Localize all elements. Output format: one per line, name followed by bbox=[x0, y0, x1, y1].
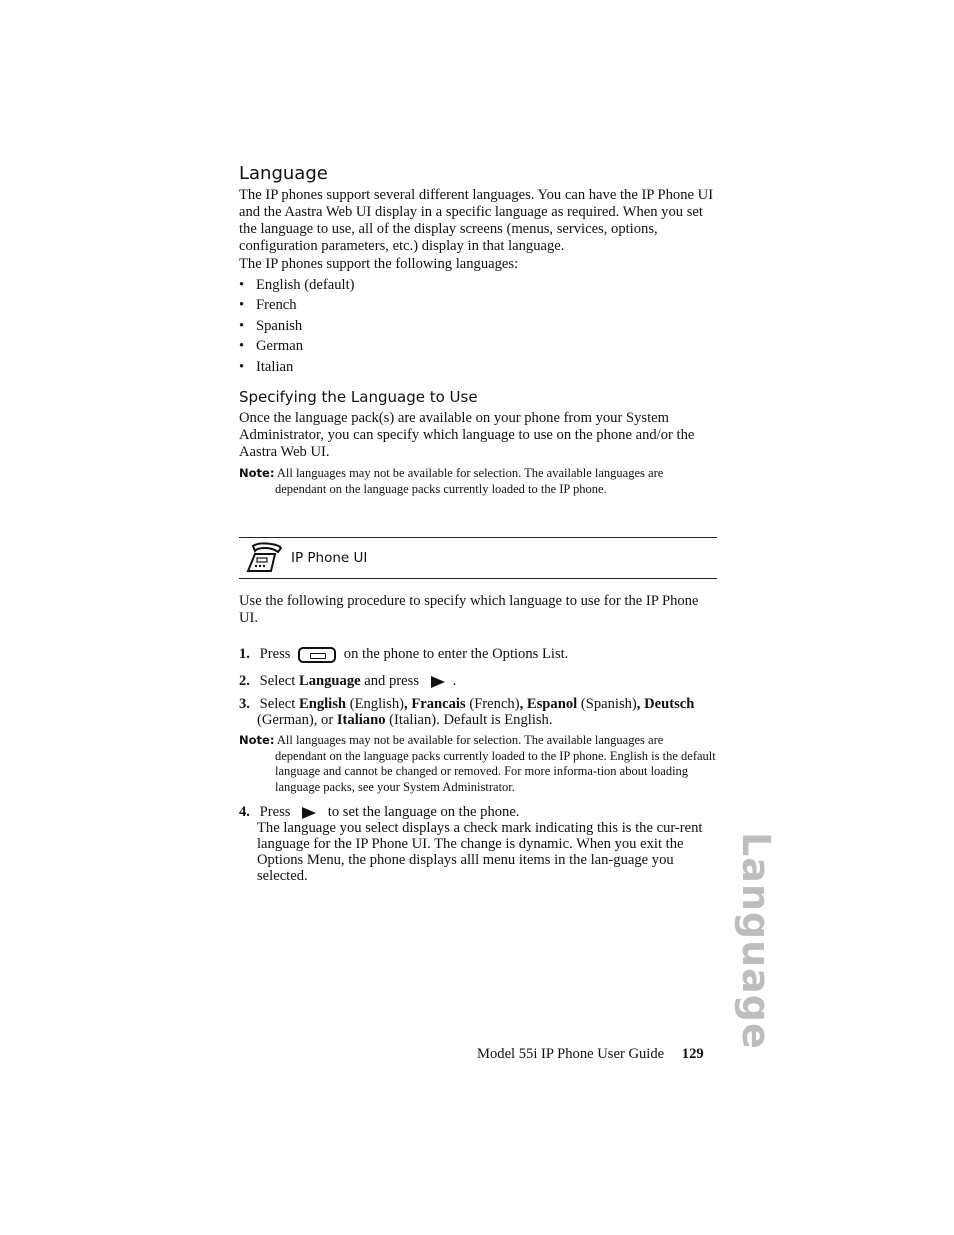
note-text-rest: dependant on the language packs currently loaded to the IP phone. English is the default language and cannot be changed or removed. For more informa-tion about loading language packs, see your System Administrator. bbox=[275, 748, 716, 794]
list-item: • English (default) bbox=[239, 276, 354, 296]
step-3: 3. Select English (English), Francais (French), Espanol (Spanish), Deutsch (German), or Italiano (Italian). Default is English. bbox=[239, 696, 695, 728]
intro-paragraph bbox=[239, 187, 719, 273]
step-number: 2. bbox=[239, 673, 250, 689]
note-label: Note: bbox=[239, 466, 275, 480]
step-text: . bbox=[452, 673, 457, 689]
step-text: (French) bbox=[469, 696, 520, 712]
specifying-text: Once the language pack(s) are available on your phone from your System Administrator, you can specify which language to use on the phone and/or the Aastra Web UI. bbox=[239, 410, 695, 460]
note-2 bbox=[239, 733, 717, 795]
step-number: 1. bbox=[239, 646, 250, 662]
step-4 bbox=[239, 804, 719, 884]
step-text: on the phone to enter the Options List. bbox=[343, 646, 569, 662]
phone-icon bbox=[245, 542, 285, 574]
note-text-first: All languages may not be available for selection. The available languages are bbox=[276, 733, 664, 747]
option-italiano: Italiano bbox=[336, 712, 386, 728]
step-text: Press bbox=[259, 646, 291, 662]
step-text: and press bbox=[364, 673, 419, 689]
step-1 bbox=[239, 646, 719, 663]
step-text: Select bbox=[259, 673, 296, 689]
option-deutsch: Deutsch bbox=[644, 696, 695, 712]
option-francais: Francais bbox=[411, 696, 466, 712]
right-arrow-key-icon bbox=[302, 807, 316, 819]
banner-top-rule bbox=[239, 537, 717, 538]
step-number: 3. bbox=[239, 696, 250, 712]
section-title: Language bbox=[239, 163, 328, 184]
languages-lead: The IP phones support the following languages: bbox=[239, 256, 519, 272]
procedure-intro: Use the following procedure to specify which language to use for the IP Phone UI. bbox=[239, 593, 699, 626]
banner-bottom-rule bbox=[239, 578, 717, 579]
step-number: 4. bbox=[239, 804, 250, 820]
note-label: Note: bbox=[239, 733, 275, 747]
chapter-tab: Language bbox=[734, 832, 778, 1050]
language-list bbox=[239, 276, 354, 378]
subsection-title: Specifying the Language to Use bbox=[239, 388, 478, 406]
step-text: Select bbox=[259, 696, 296, 712]
list-item: • Spanish bbox=[239, 317, 354, 337]
banner-title: IP Phone UI bbox=[291, 550, 368, 566]
note-text-first: All languages may not be available for selection. The available languages are bbox=[276, 466, 664, 480]
option-espanol: Espanol bbox=[526, 696, 578, 712]
step-text: to set the language on the phone. bbox=[327, 804, 520, 820]
list-item: • German bbox=[239, 337, 354, 357]
page-footer bbox=[477, 1046, 704, 1063]
note-text-rest: dependant on the language packs currently loaded to the IP phone. bbox=[275, 481, 607, 496]
step-text: (Italian). Default is English. bbox=[389, 712, 553, 728]
step-text: , or bbox=[313, 712, 334, 728]
page-number: 129 bbox=[681, 1046, 704, 1062]
intro-text: The IP phones support several different languages. You can have the IP Phone UI and the Aastra Web UI display in a specific language as required. When you set the language to use, all of the display screens (menus, services, options, configuration parameters, etc.) display in that language. bbox=[239, 187, 714, 254]
step-text: (Spanish) bbox=[580, 696, 637, 712]
option-english: English bbox=[298, 696, 347, 712]
step-text: Press bbox=[259, 804, 291, 820]
step-2 bbox=[239, 673, 719, 689]
list-item: • French bbox=[239, 296, 354, 316]
step-4-detail: The language you select displays a check mark indicating this is the cur-rent language for the IP Phone UI. The change is dynamic. When you exit the Options Menu, the phone displays alll menu items in the lan-guage you selected. bbox=[257, 820, 703, 884]
guide-title: Model 55i IP Phone User Guide bbox=[477, 1046, 665, 1062]
step-text: (German) bbox=[257, 712, 314, 728]
menu-option-language: Language bbox=[298, 673, 361, 689]
right-arrow-key-icon bbox=[431, 676, 445, 688]
step-text: (English) bbox=[349, 696, 405, 712]
options-key-icon bbox=[298, 647, 336, 663]
list-item: • Italian bbox=[239, 358, 354, 378]
note-1 bbox=[239, 466, 717, 497]
